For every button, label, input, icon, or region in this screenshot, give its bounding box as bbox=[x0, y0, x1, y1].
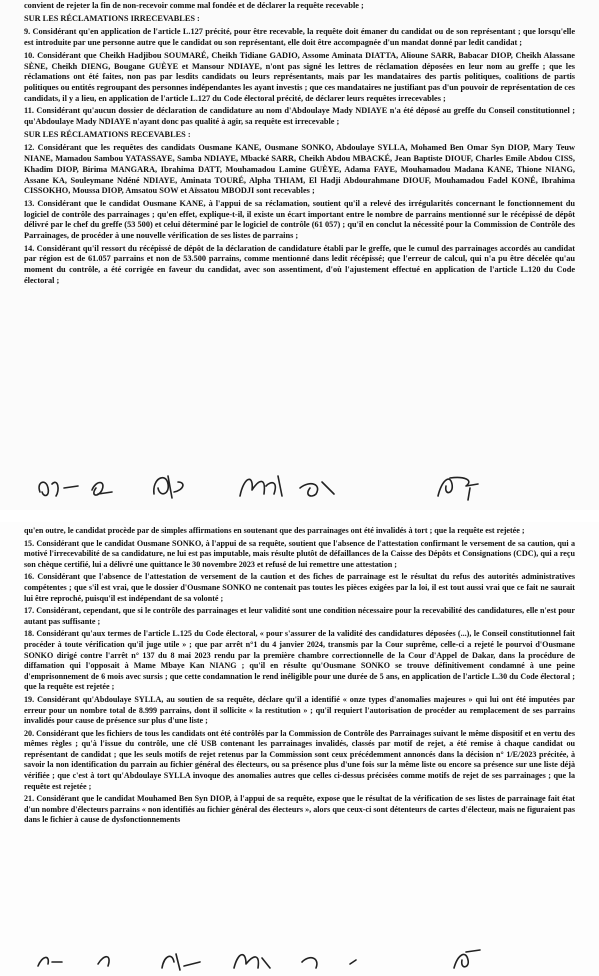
paragraph-14: 14. Considérant qu'il ressort du récépissé de dépôt de la déclaration de candidature établi par le greffe, que le cumul des parrainages accordés au candidat par région est de 61.057 parrains et non de 53.500 parrains, comme mentionné dans ledit récépissé; que l'erreur de calcul, qui n'a pu être décelée qu'au moment du contrôle, a été corrigée en faveur du candidat, avec son assentiment, d'où l'ajustement effectué en application de l'article L.120 du Code électoral ; bbox=[24, 243, 575, 285]
page-2-text bbox=[24, 526, 575, 828]
paragraph: convient de rejeter la fin de non-recevoir comme mal fondée et de déclarer la requête recevable ; bbox=[24, 1, 364, 10]
paragraph-9: 9. Considérant qu'en application de l'article L.127 précité, pour être recevable, la requête doit émaner du candidat ou de son représentant ; que lorsqu'elle est introduite par une personne autre que le candidat ou son représentant, elle doit être accompagnée d'un mandat donné par ledit candidat ; bbox=[24, 27, 575, 48]
page-1-text bbox=[24, 1, 575, 289]
paragraph-continuation: qu'en outre, le candidat procède par de simples affirmations en soutenant que des parrainages ont été invalidés à tort ; que la requête est rejetée ; bbox=[24, 526, 525, 535]
page-gap bbox=[0, 510, 599, 522]
section-heading-recevables: SUR LES RÉCLAMATIONS RECEVABLES : bbox=[24, 129, 191, 139]
document-page-2 bbox=[0, 522, 599, 976]
paragraph-12: 12. Considérant que les requêtes des candidats Ousmane KANE, Ousmane SONKO, Abdoulaye SYLLA, Mohamed Ben Omar Syn DIOP, Mary Teuw NIANE, Mamadou Sambou YATASSAYE, Samba NDIAYE, Mbacké SARR, Cheikh Abdou MBACKÉ, Jean Baptiste DIOUF, Charles Emile Abdou CISS, Khadim DIOP, Birima MANGARA, Ibrahima DATT, Mouhamadou Lamine GUÈYE, Adama FAYE, Mouhamadou Madana KANE, Thione NIANG, Assane KA, Souleymane Ndéné NDIAYE, Aminata TOURÉ, Alpha THIAM, El Hadji Abdourahmane DIOUF, Mouhamadou Fadel KONÉ, Ibrahima CISSOKHO, Moussa DIOP, Amsatou SOW et Aïssatou MBODJI sont recevables ; bbox=[24, 143, 575, 196]
section-heading-irrecevables: SUR LES RÉCLAMATIONS IRRECEVABLES : bbox=[24, 13, 200, 23]
paragraph-13: 13. Considérant que le candidat Ousmane KANE, à l'appui de sa réclamation, soutient qu'il a relevé des irrégularités concernant le fonctionnement du logiciel de contrôle des parrainages ; qu'en effet, explique-t-il, il existe un écart important entre le nombre de parrains mentionné sur le récépissé de dépôt délivré par le chef du greffe (53 500) et celui déterminé par le logiciel de contrôle (61 057) ; qu'il en conclut la nécessité pour la Commission de Contrôle des Parrainages, de procéder à une nouvelle vérification de ses listes de parrains ; bbox=[24, 198, 575, 241]
paragraph-18: 18. Considérant qu'aux termes de l'article L.125 du Code électoral, « pour s'assurer de la validité des candidatures déposées (...), le Conseil constitutionnel fait procéder à toute vérification qu'il juge utile » ; que par arrêt n°1 du 4 janvier 2024, transmis par la Cour suprême, celle-ci a rejeté le pourvoi d'Ousmane SONKO dirigé contre l'arrêt n° 137 du 8 mai 2023 rendu par la première chambre correctionnelle de la Cour d'Appel de Dakar, dans la procédure de diffamation qui l'opposait à Mame Mbaye Kan NIANG ; qu'il en résulte qu'Ousmane SONKO se trouve définitivement condamné à une peine d'emprisonnement de 6 mois avec sursis ; que cette condamnation le rend inéligible pour une durée de 5 ans, en application de l'article L.30 du Code électoral ; que la requête est rejetée ; bbox=[24, 629, 575, 692]
paragraph-19: 19. Considérant qu'Abdoulaye SYLLA, au soutien de sa requête, déclare qu'il a identifié « onze types d'anomalies majeures » qui lui ont été imputées par erreur pour un nombre total de 8.999 parrains, dont il sollicite « la restitution » ; qu'il requiert l'autorisation de procéder au remplacement de ses parrains invalidés pour cause de présence sur plus d'une liste ; bbox=[24, 694, 575, 726]
paragraph-20: 20. Considérant que les fichiers de tous les candidats ont été contrôlés par la Commission de Contrôle des Parrainages suivant le même dispositif et en vertu des mêmes règles ; qu'à l'issue du contrôle, une clé USB contenant les parrainages invalidés, classés par motif de rejet, a été remise à chaque candidat ou représentant de candidat ; que les seuls motifs de rejet retenus par la Commission sont ceux précédemment annoncés dans la décision n° 1/E/2023 précitée, à savoir la non identification du parrain au fichier général des électeurs, ou sa présence plus d'une fois sur la même liste ou encore sa présence sur une liste déjà vérifiée ; que c'est à tort qu'Abdoulaye SYLLA invoque des anomalies autres que celles ci-dessus précisées comme motifs de rejet de ses parrainages ; que la requête est rejetée ; bbox=[24, 728, 575, 791]
handwritten-signatures bbox=[34, 468, 574, 502]
paragraph-15: 15. Considérant que le candidat Ousmane SONKO, à l'appui de sa requête, soutient que l'absence de l'attestation confirmant le versement de sa caution, qui a motivé l'irrecevabilité de sa candidature, ne lui est pas imputable, mais résulte plutôt de défaillances de la Caisse des Dépôts et Consignations (CDC), qui a reçu son chèque certifié, lui a délivré une quittance le 30 novembre 2023 et refusé de lui remettre une attestation ; bbox=[24, 538, 575, 569]
paragraph-21: 21. Considérant que le candidat Mouhamed Ben Syn DIOP, à l'appui de sa requête, expose que le résultat de la vérification de ses listes de parrainage fait état d'un nombre d'électeurs parrains « non identifiés au fichier général des électeurs », alors que ceux-ci sont détenteurs de cartes d'électeur, mais ne figuraient pas dans le fichier à cause de dysfonctionnements bbox=[24, 794, 575, 825]
paragraph-17: 17. Considérant, cependant, que si le contrôle des parrainages et leur validité sont une condition nécessaire pour la recevabilité des candidatures, elle n'est pour autant pas suffisante ; bbox=[24, 606, 575, 626]
paragraph-16: 16. Considérant que l'absence de l'attestation de versement de la caution et des fiches de parrainage est le résultat du refus des autorités administratives compétentes ; que s'il est vrai, que le dossier d'Ousmane SONKO ne contenait pas toutes les pièces exigées par la loi, il est tout aussi vrai que ce fait ne saurait lui être reproché, puisqu'il est indépendant de sa volonté ; bbox=[24, 572, 575, 603]
paragraph-11: 11. Considérant qu'aucun dossier de déclaration de candidature au nom d'Abdoulaye Mady NDIAYE n'a été déposé au greffe du Conseil constitutionnel ; qu'Abdoulaye Mady NDIAYE n'ayant donc pas qualité à agir, sa requête est irrecevable ; bbox=[24, 106, 575, 127]
handwritten-signatures-bottom bbox=[34, 940, 574, 974]
paragraph-10: 10. Considérant que Cheikh Hadjibou SOUMARÉ, Cheikh Tidiane GADIO, Assome Aminata DIATTA, Alioune SARR, Babacar DIOP, Cheikh Alassane SÈNE, Cheikh DIENG, Bougane GUÈYE et Mansour NDIAYE, n'ont pas signé les lettres de réclamation déposées en leur nom au greffe ; que les réclamations ont été faites, non pas par lesdits candidats ou leurs représentants, mais par les mandataires des partis politiques, coalitions de partis politiques ou entités regroupant des personnes indépendantes les ayant investis ; que ces mandataires ne justifiant pas d'un pouvoir de représentation de ces candidats, il y a lieu, en application de l'article L.127 du Code électoral précité, de déclarer leurs requêtes irrecevables ; bbox=[24, 50, 575, 103]
